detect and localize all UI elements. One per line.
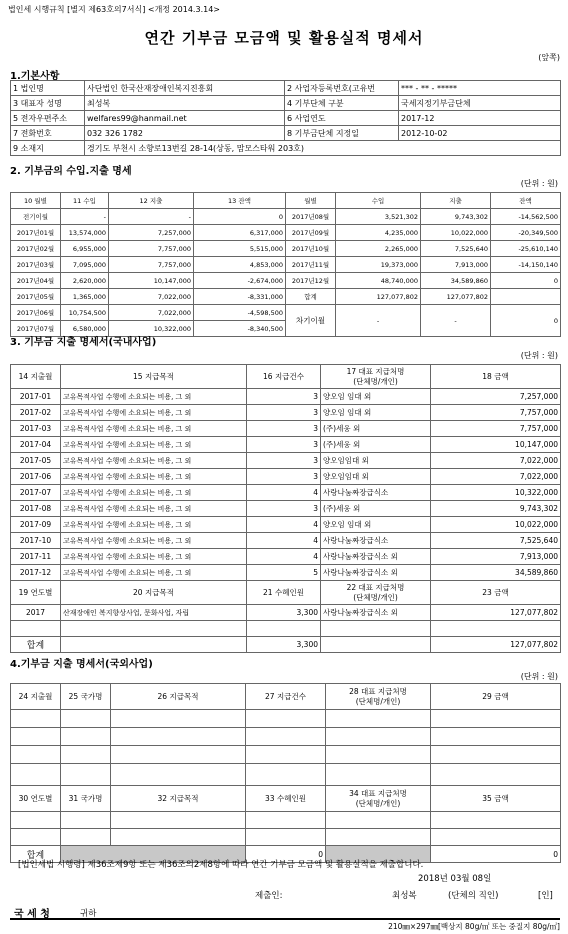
field-value: welfares99@hanmail.net [85,111,285,126]
income-row [11,289,561,305]
income-unit: (단위 : 원) [520,179,558,188]
column-header: 월별 [286,193,336,209]
balance-cell: -20,349,500 [491,225,561,241]
column-header: 28 대표 지급처명 (단체명/개인) [326,684,431,710]
column-header: 11 수입 [61,193,109,209]
income-cell: 19,373,000 [336,257,421,273]
blank-cell [11,829,61,846]
income-row [11,241,561,257]
domestic-row [11,389,561,405]
column-header: 15 지급목적 [61,365,247,389]
month-cell: 2017-06 [11,469,61,485]
foreign-blank-row [11,710,561,728]
domestic-row [11,421,561,437]
blank-cell [246,764,326,786]
month-cell: 2017년09월 [286,225,336,241]
balance-cell: -8,340,500 [194,321,286,337]
month-cell: 2017-09 [11,517,61,533]
amount-cell: 127,077,802 [431,605,561,621]
blank-cell [111,829,246,846]
month-cell: 2017년08월 [286,209,336,225]
expense-cell: - [421,305,491,337]
foreign-blank-row [11,746,561,764]
purpose-cell: 고유목적사업 수행에 소요되는 비용, 그 외 [61,389,247,405]
income-cell: 4,235,000 [336,225,421,241]
purpose-cell: 고유목적사업 수행에 소요되는 비용, 그 외 [61,485,247,501]
column-header: 16 지급건수 [247,365,321,389]
balance-cell: 0 [491,273,561,289]
recipient-cell: 사랑나눔짜장급식소 [321,533,431,549]
total-label: 합계 [11,637,61,653]
column-header: 10 월별 [11,193,61,209]
expense-cell: 7,525,640 [421,241,491,257]
field-label: 4 기부단체 구분 [285,96,399,111]
blank-cell [61,728,111,746]
month-cell: 2017년12월 [286,273,336,289]
section-basic-title: 1.기본사항 [10,71,60,82]
balance-cell: -2,674,000 [194,273,286,289]
column-header: 21 수혜인원 [247,581,321,605]
column-header: 12 지출 [109,193,194,209]
section-income-title: 2. 기부금의 수입.지출 명세 [10,166,132,177]
expense-cell: - [109,209,194,225]
law-reference: 법인세 시행규칙 [별지 제63호의7서식] <개정 2014.3.14> [8,5,220,14]
total-amount: 0 [431,846,561,863]
field-value: 최성복 [85,96,285,111]
domestic-row [11,405,561,421]
field-value: 국세지정기부금단체 [399,96,561,111]
column-header: 26 지급목적 [111,684,246,710]
recipient-cell: 사랑나눔짜장급식소 외 [321,549,431,565]
amount-cell: 7,913,000 [431,549,561,565]
column-header: 25 국가명 [61,684,111,710]
foreign-header-row [11,684,561,710]
recipient-cell: 사랑나눔짜장급식소 외 [321,565,431,581]
amount-cell: 7,257,000 [431,389,561,405]
total-label: 합계 [11,846,61,863]
column-header: 수입 [336,193,421,209]
section-foreign-title: 4.기부금 지출 명세서(국외사업) [10,659,153,670]
address-label: 9 소재지 [11,141,85,156]
column-header: 20 지급목적 [61,581,247,605]
count-cell: 3 [247,421,321,437]
recipient-cell: 양오임임대 외 [321,453,431,469]
section-domestic-title: 3. 기부금 지출 명세서(국내사업) [10,337,157,348]
count-cell: 3 [247,437,321,453]
blank-cell [11,728,61,746]
income-row [11,225,561,241]
amount-cell: 7,757,000 [431,405,561,421]
blank-cell [246,746,326,764]
seal-mark: [인] [538,891,553,901]
blank-cell [247,621,321,637]
seal-hint: (단체의 직인) [448,891,499,901]
month-cell: 2017년01월 [11,225,61,241]
domestic-row [11,469,561,485]
page-side-label: (앞쪽) [538,53,560,62]
blank-cell [431,829,561,846]
footer-divider [10,918,560,920]
blank-cell [321,621,431,637]
count-cell: 3 [247,501,321,517]
domestic-row [11,549,561,565]
month-cell: 2017년07월 [11,321,61,337]
field-label: 3 대표자 성명 [11,96,85,111]
income-cell: 6,955,000 [61,241,109,257]
recipient-cell: (주)세웅 외 [321,437,431,453]
expense-cell: 7,022,000 [109,305,194,321]
expense-cell: 7,757,000 [109,241,194,257]
month-cell: 2017-07 [11,485,61,501]
blank-cell [61,710,111,728]
blank-cell [61,621,247,637]
amount-cell: 10,322,000 [431,485,561,501]
recipient-suffix: 귀하 [80,909,97,919]
total-amount: 127,077,802 [431,637,561,653]
blank-cell [61,764,111,786]
field-label: 8 기부금단체 지정일 [285,126,399,141]
income-cell: 6,580,000 [61,321,109,337]
month-cell: 2017-04 [11,437,61,453]
foreign-blank-row [11,812,561,829]
column-header: 19 연도별 [11,581,61,605]
field-label: 1 법인명 [11,81,85,96]
blank-cell [246,812,326,829]
expense-cell: 7,022,000 [109,289,194,305]
blank-cell [326,764,431,786]
purpose-cell: 산재장애인 복지향상사업, 문화사업, 자립 [61,605,247,621]
blank-cell [11,764,61,786]
purpose-cell: 고유목적사업 수행에 소요되는 비용, 그 외 [61,405,247,421]
expense-cell: 10,022,000 [421,225,491,241]
foreign-blank-row [11,829,561,846]
purpose-cell: 고유목적사업 수행에 소요되는 비용, 그 외 [61,469,247,485]
purpose-cell: 고유목적사업 수행에 소요되는 비용, 그 외 [61,453,247,469]
expense-cell: 10,147,000 [109,273,194,289]
submitter-label: 제출인: [255,891,283,901]
purpose-cell: 고유목적사업 수행에 소요되는 비용, 그 외 [61,421,247,437]
income-row [11,257,561,273]
year-cell: 2017 [11,605,61,621]
expense-cell: 127,077,802 [421,289,491,305]
amount-cell: 9,743,302 [431,501,561,517]
field-label: 7 전화번호 [11,126,85,141]
amount-cell: 7,757,000 [431,421,561,437]
balance-cell: 0 [491,305,561,337]
balance-cell: 6,317,000 [194,225,286,241]
balance-cell: -14,150,140 [491,257,561,273]
income-cell: 2,620,000 [61,273,109,289]
column-header: 지출 [421,193,491,209]
amount-cell: 34,589,860 [431,565,561,581]
beneficiary-cell: 3,300 [247,605,321,621]
total-count: 3,300 [247,637,321,653]
blank-cell [61,637,247,653]
month-cell: 2017년05월 [11,289,61,305]
column-header: 27 지급건수 [246,684,326,710]
page-title: 연간 기부금 모금액 및 활용실적 명세서 [144,29,424,47]
recipient-cell: (주)세웅 외 [321,501,431,517]
domestic-blank-row [11,621,561,637]
field-value: *** - ** - ***** [399,81,561,96]
blank-cell [11,710,61,728]
blank-cell [431,710,561,728]
month-cell: 2017-10 [11,533,61,549]
amount-cell: 10,022,000 [431,517,561,533]
field-value: 사단법인 한국산재장애인복지진흥회 [85,81,285,96]
purpose-cell: 고유목적사업 수행에 소요되는 비용, 그 외 [61,565,247,581]
count-cell: 4 [247,485,321,501]
column-header: 22 대표 지급처명 (단체명/개인) [321,581,431,605]
field-label: 2 사업자등록번호(고유번 [285,81,399,96]
month-cell: 합계 [286,289,336,305]
recipient-cell: 양오임임대 외 [321,469,431,485]
address-value: 경기도 부천시 소향로13번길 28-14(상동, 맘모스타워 203호) [85,141,561,156]
column-header: 35 금액 [431,786,561,812]
income-cell: 48,740,000 [336,273,421,289]
income-row [11,273,561,289]
amount-cell: 7,022,000 [431,469,561,485]
blank-cell [246,728,326,746]
expense-cell: 9,743,302 [421,209,491,225]
income-cell: - [61,209,109,225]
blank-cell [431,621,561,637]
expense-cell: 34,589,860 [421,273,491,289]
income-cell: 13,574,000 [61,225,109,241]
column-header: 18 금액 [431,365,561,389]
amount-cell: 7,022,000 [431,453,561,469]
month-cell: 2017-08 [11,501,61,517]
blank-cell [111,710,246,728]
balance-cell: -14,562,500 [491,209,561,225]
column-header: 잔액 [491,193,561,209]
month-cell: 2017년11월 [286,257,336,273]
domestic-row [11,453,561,469]
basic-info-row [11,81,561,96]
balance-cell: -8,331,000 [194,289,286,305]
blank-cell [11,621,61,637]
column-header: 30 연도별 [11,786,61,812]
column-header: 34 대표 지급처명 (단체명/개인) [326,786,431,812]
field-value: 2017-12 [399,111,561,126]
amount-cell: 10,147,000 [431,437,561,453]
month-cell: 2017년10월 [286,241,336,257]
income-cell: - [336,305,421,337]
domestic-row [11,533,561,549]
domestic-year-row [11,605,561,621]
balance-cell: 0 [194,209,286,225]
blank-cell [246,710,326,728]
balance-cell [491,289,561,305]
month-cell: 2017년02월 [11,241,61,257]
paper-spec: 210㎜×297㎜[백상지 80g/㎡ 또는 중질지 80g/㎡] [388,922,560,931]
column-header: 33 수혜인원 [246,786,326,812]
field-value: 032 326 1782 [85,126,285,141]
domestic-header-row [11,365,561,389]
blank-cell [431,812,561,829]
income-cell: 7,095,000 [61,257,109,273]
blank-cell [111,746,246,764]
expense-cell: 7,257,000 [109,225,194,241]
income-row [11,305,561,321]
column-header: 14 지출월 [11,365,61,389]
blank-cell [61,829,111,846]
domestic-total-row [11,637,561,653]
recipient-cell: 양오임 임대 외 [321,389,431,405]
month-cell: 2017-12 [11,565,61,581]
income-cell: 3,521,302 [336,209,421,225]
column-header: 31 국가명 [61,786,111,812]
submission-date: 2018년 03월 08일 [418,874,492,884]
purpose-cell: 고유목적사업 수행에 소요되는 비용, 그 외 [61,549,247,565]
domestic-row [11,501,561,517]
foreign-table [10,683,561,863]
income-cell: 10,754,500 [61,305,109,321]
purpose-cell: 고유목적사업 수행에 소요되는 비용, 그 외 [61,517,247,533]
blank-cell [111,764,246,786]
blank-cell [61,746,111,764]
field-value: 2012-10-02 [399,126,561,141]
expense-cell: 7,757,000 [109,257,194,273]
expense-cell: 10,322,000 [109,321,194,337]
count-cell: 3 [247,469,321,485]
domestic-table [10,364,561,653]
balance-cell: -25,610,140 [491,241,561,257]
month-cell: 2017-02 [11,405,61,421]
foreign-blank-row [11,728,561,746]
month-cell: 2017-01 [11,389,61,405]
blank-cell [326,728,431,746]
column-header: 24 지출월 [11,684,61,710]
purpose-cell: 고유목적사업 수행에 소요되는 비용, 그 외 [61,533,247,549]
column-header: 32 지급목적 [111,786,246,812]
blank-cell [321,637,431,653]
count-cell: 4 [247,549,321,565]
domestic-row [11,437,561,453]
column-header: 13 잔액 [194,193,286,209]
month-cell: 2017-03 [11,421,61,437]
income-cell: 127,077,802 [336,289,421,305]
field-label: 6 사업연도 [285,111,399,126]
address-row [11,141,561,156]
recipient-cell: 사랑나눔짜장급식소 외 [321,605,431,621]
balance-cell: 5,515,000 [194,241,286,257]
field-label: 5 전자우편주소 [11,111,85,126]
month-cell: 2017-11 [11,549,61,565]
purpose-cell: 고유목적사업 수행에 소요되는 비용, 그 외 [61,437,247,453]
foreign-spacer-row [11,764,561,786]
income-cell: 2,265,000 [336,241,421,257]
count-cell: 3 [247,405,321,421]
count-cell: 4 [247,533,321,549]
blank-cell [326,746,431,764]
count-cell: 4 [247,517,321,533]
basic-info-row [11,96,561,111]
blank-cell [326,710,431,728]
income-cell: 1,365,000 [61,289,109,305]
basic-info-row [11,111,561,126]
month-cell: 2017년06월 [11,305,61,321]
blank-cell [431,746,561,764]
blank-cell [326,812,431,829]
domestic-row [11,565,561,581]
total-count: 0 [246,846,326,863]
income-row [11,209,561,225]
recipient: 국 세 청 [14,909,50,920]
foreign-unit: (단위 : 원) [520,672,558,681]
blank-cell [111,728,246,746]
balance-cell: 4,853,000 [194,257,286,273]
count-cell: 5 [247,565,321,581]
month-cell: 전기이월 [11,209,61,225]
purpose-cell: 고유목적사업 수행에 소요되는 비용, 그 외 [61,501,247,517]
blank-cell [11,812,61,829]
recipient-cell: (주)세웅 외 [321,421,431,437]
submitter-name: 최성복 [392,891,417,901]
recipient-cell: 양오임 임대 외 [321,405,431,421]
blank-cell [111,812,246,829]
expense-cell: 7,913,000 [421,257,491,273]
blank-cell [431,728,561,746]
domestic-row [11,485,561,501]
column-header: 23 금액 [431,581,561,605]
income-header-row [11,193,561,209]
column-header: 17 대표 지급처명 (단체명/개인) [321,365,431,389]
basic-info-row [11,126,561,141]
blank-cell [61,812,111,829]
domestic-unit: (단위 : 원) [520,351,558,360]
count-cell: 3 [247,389,321,405]
month-cell: 차기이월 [286,305,336,337]
balance-cell: -4,598,500 [194,305,286,321]
blank-cell [431,764,561,786]
recipient-cell: 사랑나눔짜장급식소 [321,485,431,501]
blank-cell [326,829,431,846]
blank-cell [246,829,326,846]
submission-statement: [법인세법 시행령] 제36조제9항 또는 제36조의2제8항에 따라 연간 기부금 모금액 및 활용실적을 제출합니다. [18,860,424,870]
count-cell: 3 [247,453,321,469]
blank-cell [11,746,61,764]
column-header: 29 금액 [431,684,561,710]
recipient-cell: 양오임 임대 외 [321,517,431,533]
amount-cell: 7,525,640 [431,533,561,549]
month-cell: 2017년03월 [11,257,61,273]
foreign-header-row [11,786,561,812]
month-cell: 2017-05 [11,453,61,469]
month-cell: 2017년04월 [11,273,61,289]
income-table [10,192,561,337]
basic-info-table [10,80,561,156]
domestic-header-row [11,581,561,605]
domestic-row [11,517,561,533]
